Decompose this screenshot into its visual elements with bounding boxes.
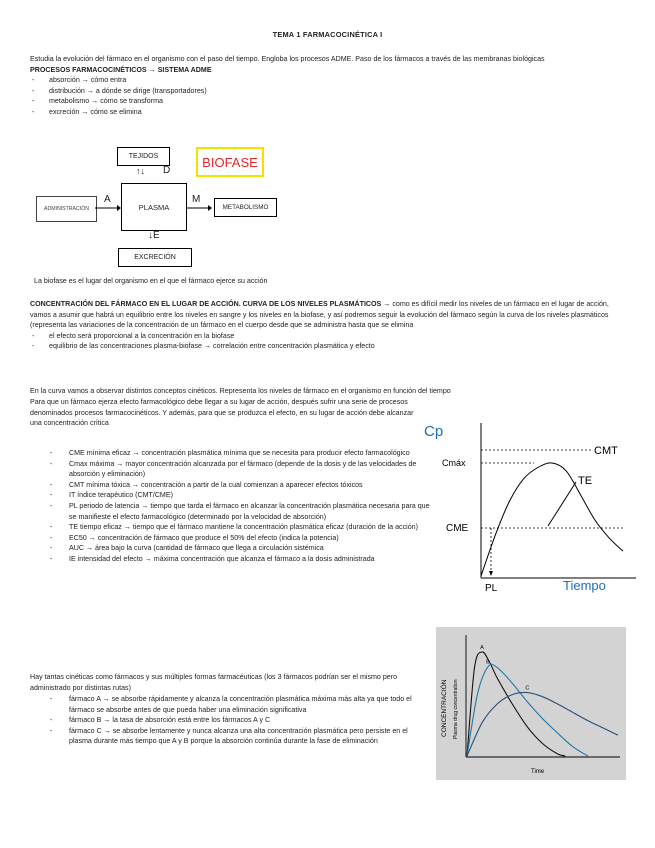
tiempo-label: Tiempo [563, 578, 606, 593]
cp-axis-label: Cp [424, 423, 444, 440]
list-item: - PL periodo de latencia → tiempo que tarda el fármaco en alcanzar la concentración plasmática necesaria para que se manifieste el efecto farmacológico (determinado por la velocidad de absorción) [48, 501, 436, 522]
concentration-text: → como es difícil medir los niveles de un fármaco en el lugar de acción, vamos a asumir que habrá un equilibrio entre los niveles en sangre y los niveles en la biofase, y así podremos seguir la evolución del fármaco según la curva de los niveles plasmáticos (representa las variaciones de la concentración de un fármaco en el cuerpo desde que se administra hasta que se elimina [30, 300, 609, 330]
metabolismo-box: METABOLISMO [214, 198, 277, 217]
adme-heading: PROCESOS FARMACOCINÉTICOS → SISTEMA ADME [30, 65, 212, 74]
list-item: - el efecto será proporcional a la concentración en la biofase [30, 331, 625, 342]
adme-diagram [0, 0, 655, 270]
x-label: Time [531, 769, 545, 775]
cmt-label: CMT [594, 445, 618, 457]
tejidos-arrows: ↑↓ [136, 166, 145, 176]
concentration-paragraph [30, 299, 625, 331]
concepts-list [48, 448, 436, 565]
series-a-label: A [480, 645, 484, 651]
administracion-box: ADMINISTRACIÓN [36, 196, 97, 222]
plasma-curve-chart [418, 418, 643, 598]
series-c-label: C [525, 685, 530, 692]
list-item: - CME mínima eficaz → concentración plasmática mínima que se necesita para producir efecto farmacológico [48, 448, 436, 459]
y-label-es: CONCENTRACIÓN [441, 679, 448, 737]
cme-label: CME [446, 523, 469, 534]
list-item: - AUC → área bajo la curva (cantidad de fármaco que llega a circulación sistémica [48, 543, 436, 554]
concentration-heading: CONCENTRACIÓN DEL FÁRMACO EN EL LUGAR DE ACCIÓN. CURVA DE LOS NIVELES PLASMÁTICOS [30, 300, 382, 308]
cmax-label: Cmáx [442, 458, 466, 468]
excrecion-box: EXCRECIÓN [118, 248, 192, 267]
pl-label: PL [485, 583, 498, 594]
list-item: - Cmax máxima → mayor concentración alcanzada por el fármaco (depende de la dosis y de las velocidades de absorción y eliminación) [48, 459, 436, 480]
te-label: TE [578, 475, 593, 487]
list-item: - TE tiempo eficaz → tiempo que el fármaco mantiene la concentración plasmática eficaz (duración de la acción) [48, 522, 436, 533]
arrow-a-icon [95, 205, 121, 211]
label-m: M [192, 194, 201, 205]
series-b-label: B [486, 659, 490, 666]
concentration-section [30, 299, 625, 352]
list-item: - EC50 → concentración de fármaco que produce el 50% del efecto (indica la potencia) [48, 533, 436, 544]
curve-intro-1: En la curva vamos a observar distintos conceptos cinéticos. Representa los niveles de fármaco en el organismo en función del tiempo [30, 387, 451, 395]
list-item: - fármaco A → se absorbe rápidamente y alcanza la concentración plasmática máxima más alta ya que todo el fármaco se absorbe antes de que pueda haber una eliminación significativa [48, 694, 418, 715]
page-title: TEMA 1 FARMACOCINÉTICA I [272, 30, 383, 39]
list-item: - fármaco C → se absorbe lentamente y nunca alcanza una alta concentración plasmática pero persiste en el plasma durante más tiempo que A y B porque la absorción continúa durante la fase de eliminación [48, 726, 418, 747]
list-item: - CMT mínima tóxica → concentración a partir de la cual comienzan a aparecer efectos tóxicos [48, 480, 436, 491]
biofase-note: La biofase es el lugar del organismo en el que el fármaco ejerce su acción [34, 277, 268, 285]
y-label-en: Plasma drug concentration [453, 679, 459, 739]
pl-arrow-icon [489, 571, 493, 576]
biofase-box: BIOFASE [196, 147, 264, 177]
list-item: - fármaco B → la tasa de absorción está entre los fármacos A y C [48, 715, 418, 726]
label-a: A [104, 194, 111, 205]
curve-intro-2: Para que un fármaco ejerza efecto farmacológico debe llegar a su lugar de acción, después sufrir una serie de procesos denominados procesos farmacocinéticos. Y además, para que se produzca el efecto, en su lugar de acción debe alcanzar una concentración crítica [30, 398, 414, 428]
label-d: D [163, 165, 171, 176]
intro-paragraph: Estudia la evolución del fármaco en el organismo con el paso del tiempo. Engloba los procesos ADME. Paso de los fármacos a través de las membranas biológicas [30, 55, 545, 63]
arrow-m-icon [186, 205, 212, 211]
list-item: - excreción → cómo se elimina [30, 107, 625, 118]
kinetics-intro: Hay tantas cinéticas como fármacos y sus múltiples formas farmacéuticas (los 3 fármacos podrían ser el mismo pero administrado por distintas rutas) [30, 673, 398, 692]
tejidos-box: TEJIDOS [117, 147, 170, 166]
list-item: - IT índice terapéutico (CMT/CME) [48, 490, 436, 501]
plasma-box: PLASMA [121, 183, 187, 231]
list-item: - metabolismo → cómo se transforma [30, 96, 625, 107]
concentration-list [30, 331, 625, 352]
kinetics-chart [436, 627, 626, 780]
label-e: ↓E [148, 230, 160, 241]
list-item: - equilibrio de las concentraciones plasma-biofase → correlación entre concentración plasmática y efecto [30, 341, 625, 352]
te-pointer [548, 482, 576, 526]
list-item: - absorción → cómo entra [30, 75, 625, 86]
list-item: - distribución → a dónde se dirige (transportadores) [30, 86, 625, 97]
list-item: - IE intensidad del efecto → máxima concentración que alcanza el fármaco a la dosis administrada [48, 554, 436, 565]
kinetics-list [48, 694, 418, 747]
